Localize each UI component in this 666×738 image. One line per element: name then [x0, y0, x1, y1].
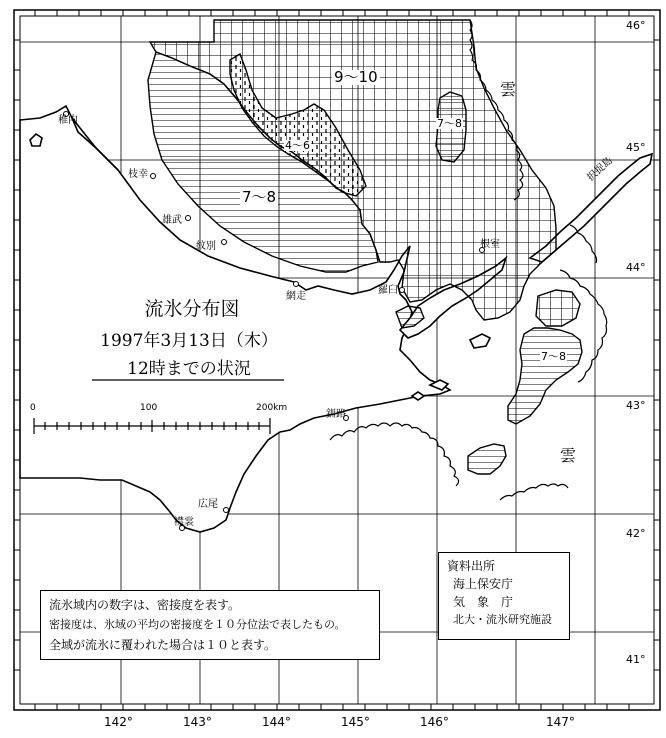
lon-label-145: 145°	[341, 715, 370, 729]
source-agency-jma: 気 象 庁	[453, 595, 514, 609]
town-label-abashiri: 網走	[286, 291, 306, 302]
lat-label-42: 42°	[626, 527, 646, 540]
town-label-monbetsu: 紋別	[196, 241, 216, 252]
lat-label-43: 43°	[626, 399, 646, 412]
lon-label-142: 142°	[104, 715, 133, 729]
map-title: 流氷分布図	[144, 298, 240, 320]
town-label-kushiro: 釧路	[326, 409, 346, 420]
source-box	[438, 552, 570, 640]
lon-label-143: 143°	[183, 715, 212, 729]
lon-label-146: 146°	[420, 715, 449, 729]
legend-box	[40, 590, 380, 660]
town-label-nemuro: 根室	[480, 239, 500, 250]
legend-note-1: 流氷域内の数字は、密接度を表す。	[49, 598, 241, 612]
town-label-oumu: 雄武	[162, 215, 182, 226]
source-agency-coastguard: 海上保安庁	[453, 577, 514, 591]
town-label-erimo: 襟裳	[174, 517, 194, 528]
lon-label-147: 147°	[546, 715, 575, 729]
town-label-esashi: 枝幸	[128, 169, 148, 180]
scale-label-200km: 200km	[256, 403, 288, 413]
concentration-label-9-10: 9～10	[334, 68, 378, 86]
cloud-label-north: 雲	[500, 80, 517, 99]
lat-label-41: 41°	[626, 653, 646, 666]
cloud-label-south: 雲	[560, 446, 577, 465]
legend-note-2: 密接度は、氷域の平均の密接度を１０分位法で表したもの。	[49, 618, 346, 631]
lat-label-44: 44°	[626, 261, 646, 274]
lat-label-45: 45°	[626, 141, 646, 154]
map-status: 12時までの状況	[127, 359, 251, 379]
town-label-wakkanai: 稚内	[58, 115, 78, 126]
town-label-etorofu: 択捉島	[585, 155, 615, 184]
concentration-label-7-8-coast: 7～8	[242, 188, 277, 206]
town-label-rausu: 羅臼	[378, 285, 398, 296]
source-title: 資料出所	[447, 559, 496, 573]
scale-label-100: 100	[140, 403, 158, 413]
town-label-hiroo: 広尾	[198, 499, 218, 510]
map-date: 1997年3月13日（木）	[100, 331, 278, 351]
lon-label-144: 144°	[262, 715, 291, 729]
source-agency-hokudai: 北大・流氷研究施設	[453, 613, 552, 626]
concentration-label-7-8-north: 7～8	[437, 117, 462, 130]
legend-note-3: 全域が流氷に覆われた場合は１０と表す。	[49, 638, 277, 652]
scale-label-0: 0	[30, 403, 36, 413]
concentration-label-7-8-southeast: 7～8	[541, 350, 566, 363]
concentration-label-4-6: 4～6	[285, 139, 310, 152]
lat-label-46: 46°	[626, 19, 646, 32]
